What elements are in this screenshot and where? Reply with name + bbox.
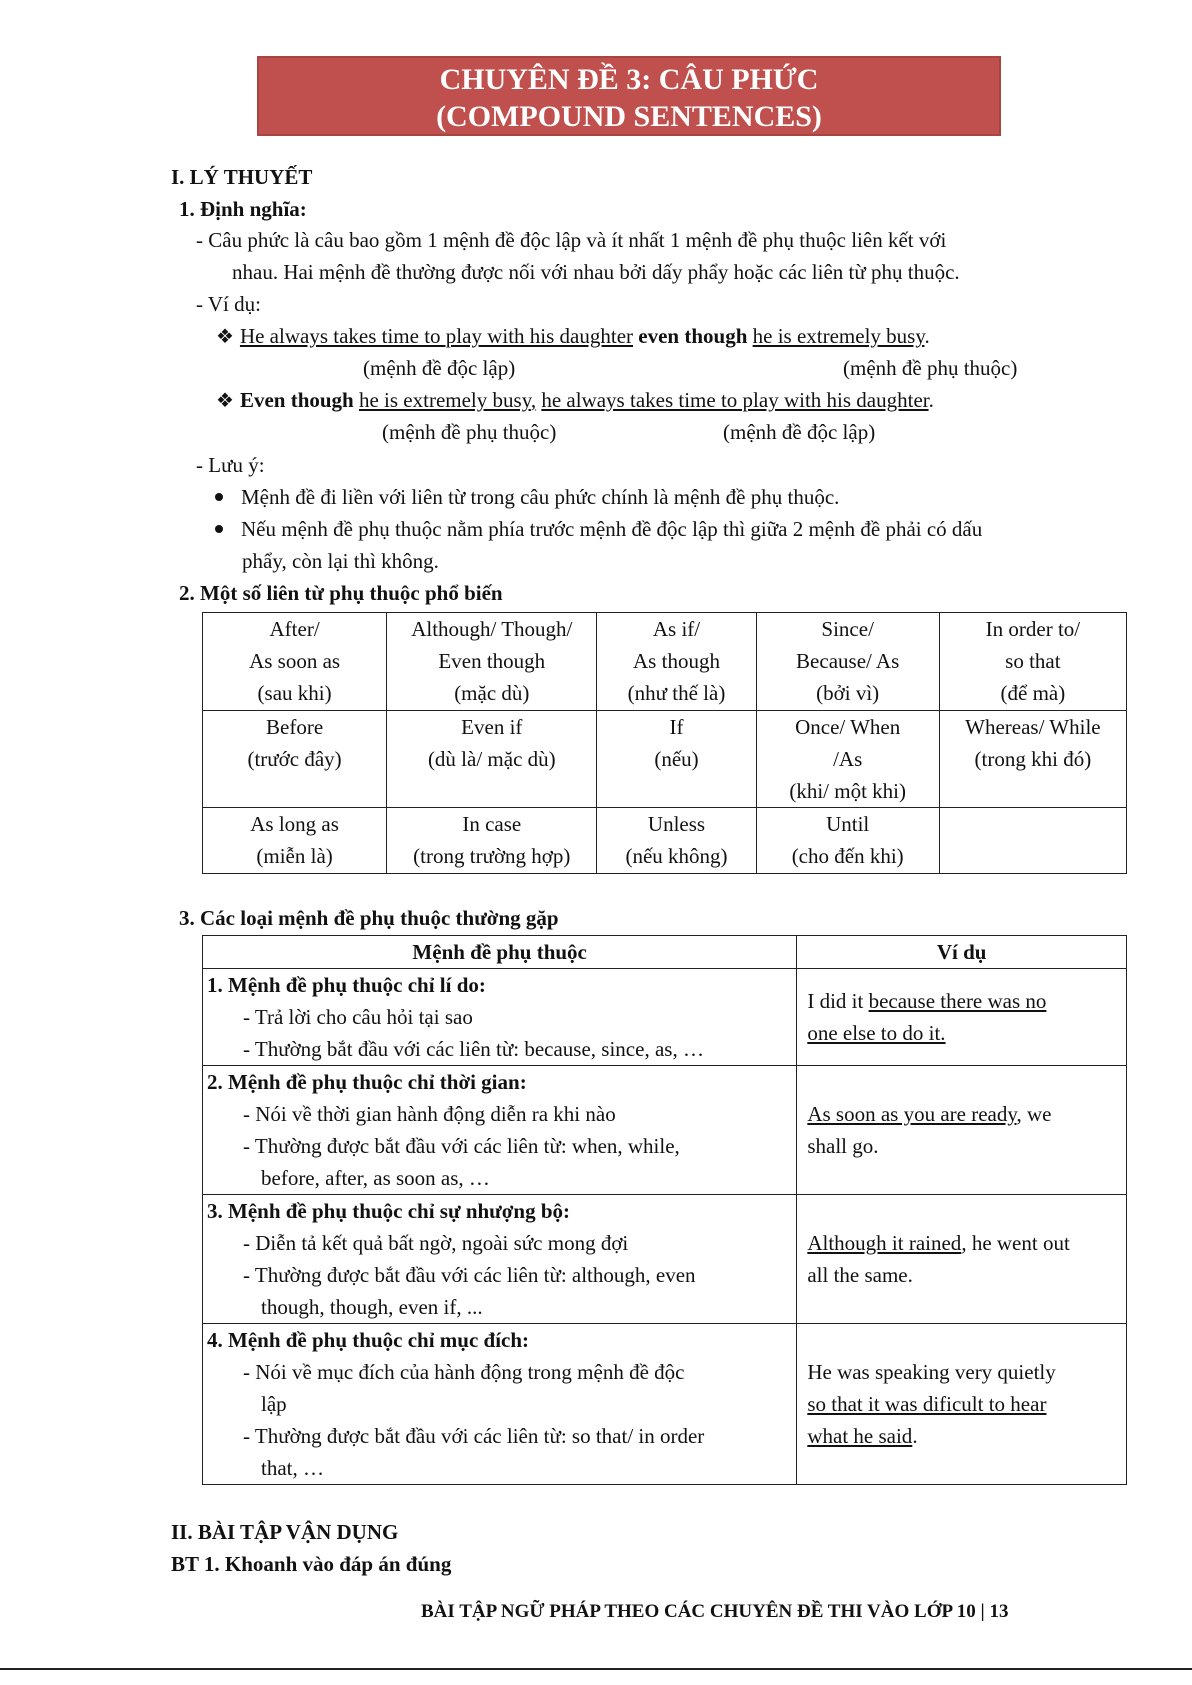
- clause-type-title: 4. Mệnh đề phụ thuộc chỉ mục đích:: [207, 1328, 530, 1352]
- section-2-heading: II. BÀI TẬP VẬN DỤNG: [171, 1520, 399, 1544]
- note-1-text: Mệnh đề đi liền với liên từ trong câu phức chính là mệnh đề phụ thuộc.: [241, 485, 840, 509]
- conj-cell: After/ As soon as (sau khi): [203, 613, 387, 711]
- definition-line-1: - Câu phức là câu bao gồm 1 mệnh đề độc lập và ít nhất 1 mệnh đề phụ thuộc liên kết với: [196, 228, 947, 252]
- diamond-bullet-icon: ❖: [216, 390, 234, 412]
- footer-divider: [0, 1668, 1192, 1670]
- clause-example-concession: [797, 1195, 1127, 1324]
- clause-type-line: - Trả lời cho câu hỏi tại sao: [243, 1005, 473, 1029]
- exercise-1-heading: BT 1. Khoanh vào đáp án đúng: [171, 1552, 452, 1576]
- example-text: , we: [1016, 1102, 1052, 1126]
- example-2: [216, 384, 934, 417]
- example-2-part-1: he is extremely busy: [358, 388, 531, 412]
- clause-type-line: before, after, as soon as, …: [261, 1166, 490, 1190]
- definition-heading: 1. Định nghĩa:: [179, 197, 307, 221]
- conjunctions-heading: 2. Một số liên từ phụ thuộc phổ biến: [179, 581, 503, 605]
- example-text: He was speaking very quietly: [807, 1360, 1056, 1384]
- example-underline: Although it rained: [807, 1231, 962, 1255]
- bullet-dot-icon: [215, 525, 223, 533]
- clause-type-purpose: [203, 1324, 797, 1485]
- conj-cell: Even if (dù là/ mặc dù): [387, 711, 597, 808]
- clause-type-time: [203, 1066, 797, 1195]
- clause-type-line: - Thường bắt đầu với các liên từ: because, since, as, …: [243, 1037, 704, 1061]
- title-banner: [257, 56, 1001, 136]
- clause-type-line: - Thường được bắt đầu với các liên từ: so that/ in order: [243, 1424, 705, 1448]
- example-1-part-2: he is extremely busy: [752, 324, 925, 348]
- example-1: [216, 320, 930, 353]
- conj-cell: As long as (miễn là): [203, 808, 387, 874]
- example-2-comma: ,: [530, 388, 537, 412]
- note-2-text: Nếu mệnh đề phụ thuộc nằm phía trước mệnh đề độc lập thì giữa 2 mệnh đề phải có dấu: [241, 517, 983, 541]
- types-col-header-example: Ví dụ: [797, 936, 1127, 969]
- conj-cell: Until (cho đến khi): [756, 808, 939, 874]
- example-1-period: .: [924, 324, 930, 348]
- conjunctions-table: [202, 612, 1127, 874]
- page-footer: BÀI TẬP NGỮ PHÁP THEO CÁC CHUYÊN ĐỀ THI VÀO LỚP 10 | 13: [421, 1601, 1009, 1622]
- section-1-heading: I. LÝ THUYẾT: [171, 165, 313, 189]
- example-1-label-2: (mệnh đề phụ thuộc): [843, 356, 1018, 380]
- diamond-bullet-icon: ❖: [216, 326, 234, 348]
- title-line-1: CHUYÊN ĐỀ 3: CÂU PHỨC: [439, 63, 819, 96]
- clause-types-table: [202, 935, 1127, 1485]
- conj-cell: If (nếu): [597, 711, 756, 808]
- clause-type-title: 3. Mệnh đề phụ thuộc chỉ sự nhượng bộ:: [207, 1199, 571, 1223]
- example-text: all the same.: [807, 1263, 913, 1287]
- conj-cell: Before (trước đây): [203, 711, 387, 808]
- example-2-part-2: he always takes time to play with his daughter: [541, 388, 929, 412]
- example-text: I did it: [807, 989, 869, 1013]
- types-heading: 3. Các loại mệnh đề phụ thuộc thường gặp: [179, 906, 559, 930]
- bullet-dot-icon: [215, 493, 223, 501]
- example-text: , he went out: [961, 1231, 1070, 1255]
- example-2-label-2: (mệnh đề độc lập): [723, 420, 876, 444]
- conj-cell: Whereas/ While (trong khi đó): [939, 711, 1126, 808]
- note-1: [215, 481, 839, 513]
- example-text: shall go.: [807, 1134, 879, 1158]
- example-1-conjunction: even though: [638, 324, 748, 348]
- note-2-line-2: phẩy, còn lại thì không.: [242, 549, 439, 573]
- clause-type-title: 2. Mệnh đề phụ thuộc chỉ thời gian:: [207, 1070, 527, 1094]
- example-underline: As soon as you are ready: [807, 1102, 1017, 1126]
- clause-type-concession: [203, 1195, 797, 1324]
- conj-cell: Since/ Because/ As (bởi vì): [756, 613, 939, 711]
- clause-example-reason: [797, 969, 1127, 1066]
- example-2-period: .: [928, 388, 934, 412]
- clause-type-title: 1. Mệnh đề phụ thuộc chỉ lí do:: [207, 973, 486, 997]
- clause-type-line: - Thường được bắt đầu với các liên từ: although, even: [243, 1263, 696, 1287]
- clause-type-line: lập: [261, 1392, 287, 1416]
- conj-cell: Unless (nếu không): [597, 808, 756, 874]
- clause-type-line: that, …: [261, 1456, 324, 1480]
- example-underline: because there was no: [868, 989, 1047, 1013]
- example-1-label-1: (mệnh đề độc lập): [363, 356, 516, 380]
- conj-cell: In case (trong trường hợp): [387, 808, 597, 874]
- example-label: - Ví dụ:: [196, 292, 261, 316]
- title-line-2: (COMPOUND SENTENCES): [436, 100, 822, 133]
- clause-type-line: - Nói về thời gian hành động diễn ra khi nào: [243, 1102, 616, 1126]
- example-2-conjunction: Even though: [239, 388, 354, 412]
- conj-cell-empty: [939, 808, 1126, 874]
- example-text: .: [912, 1424, 918, 1448]
- types-col-header-clause: Mệnh đề phụ thuộc: [203, 936, 797, 969]
- clause-type-reason: [203, 969, 797, 1066]
- clause-type-line: - Thường được bắt đầu với các liên từ: when, while,: [243, 1134, 680, 1158]
- conj-cell: Once/ When /As (khi/ một khi): [756, 711, 939, 808]
- clause-type-line: - Diễn tả kết quả bất ngờ, ngoài sức mong đợi: [243, 1231, 629, 1255]
- conj-cell: Although/ Though/ Even though (mặc dù): [387, 613, 597, 711]
- note-2: [215, 513, 982, 545]
- clause-example-purpose: [797, 1324, 1127, 1485]
- example-2-label-1: (mệnh đề phụ thuộc): [382, 420, 557, 444]
- conj-cell: As if/ As though (như thế là): [597, 613, 756, 711]
- example-underline: so that it was dificult to hear: [807, 1392, 1047, 1416]
- clause-type-line: though, though, even if, ...: [261, 1295, 483, 1319]
- note-label: - Lưu ý:: [196, 453, 265, 477]
- conj-cell: In order to/ so that (để mà): [939, 613, 1126, 711]
- clause-example-time: [797, 1066, 1127, 1195]
- clause-type-line: - Nói về mục đích của hành động trong mệnh đề độc: [243, 1360, 685, 1384]
- definition-line-2: nhau. Hai mệnh đề thường được nối với nhau bởi dấy phẩy hoặc các liên từ phụ thuộc.: [232, 260, 960, 284]
- example-1-part-1: He always takes time to play with his daughter: [239, 324, 634, 348]
- example-underline: what he said: [807, 1424, 913, 1448]
- example-underline: one else to do it.: [807, 1021, 946, 1045]
